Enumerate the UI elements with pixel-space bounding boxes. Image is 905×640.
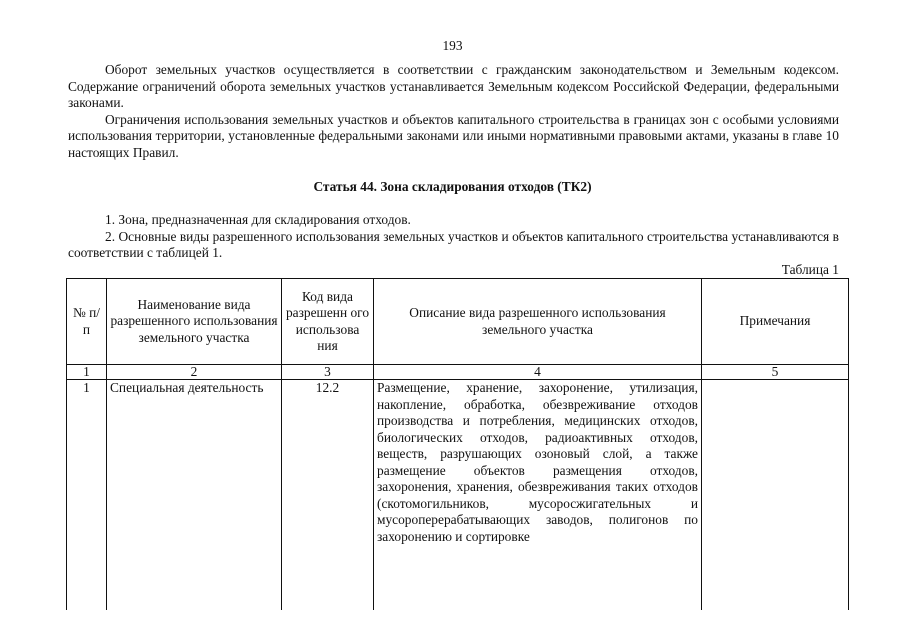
column-number-row bbox=[67, 365, 849, 380]
paragraph: Оборот земельных участков осуществляется в соответствии с гражданским законодательством и Земельным кодексом. Содержание ограничений оборота земельных участков устанавливается Земельным кодексом Российской Федерации, федеральными законами. bbox=[68, 62, 839, 110]
column-number: 3 bbox=[282, 365, 374, 380]
row-notes bbox=[702, 380, 849, 610]
article-heading: Статья 44. Зона складирования отходов (ТК2) bbox=[313, 179, 592, 194]
row-code: 12.2 bbox=[282, 380, 374, 610]
row-description: Размещение, хранение, захоронение, утилизация, накопление, обработка, обезвреживание отходов производства и потребления, медицинских отходов, биологических отходов, радиоактивных отходов, веществ, разрушающих озоновый слой, а также размещение объектов размещения отходов, захоронения, хранения, обезвреживания таких отходов (скотомогильников, мусоросжигательных и мусороперерабатывающих заводов, полигонов по захоронению и сортировке bbox=[374, 380, 702, 610]
column-number: 4 bbox=[374, 365, 702, 380]
column-number: 1 bbox=[67, 365, 107, 380]
usage-table bbox=[66, 278, 849, 610]
intro-text bbox=[68, 62, 839, 161]
header-code: Код вида разрешенн ого использова ния bbox=[282, 279, 374, 365]
row-num: 1 bbox=[67, 380, 107, 610]
header-num: № п/п bbox=[67, 279, 107, 365]
header-description: Описание вида разрешенного использования земельного участка bbox=[374, 279, 702, 365]
paragraph: 1. Зона, предназначенная для складирования отходов. bbox=[105, 212, 411, 227]
header-notes: Примечания bbox=[702, 279, 849, 365]
column-number: 5 bbox=[702, 365, 849, 380]
header-name: Наименование вида разрешенного использования земельного участка bbox=[107, 279, 282, 365]
article-text bbox=[68, 212, 839, 262]
table-header-row bbox=[67, 279, 849, 365]
column-number: 2 bbox=[107, 365, 282, 380]
paragraph: Ограничения использования земельных участков и объектов капитального строительства в границах зон с особыми условиями использования территории, установленные федеральными законами или иными нормативными правовыми актами, указаны в главе 10 настоящих Правил. bbox=[68, 111, 839, 160]
table-caption: Таблица 1 bbox=[781, 262, 839, 277]
table-row bbox=[67, 380, 849, 610]
paragraph: 2. Основные виды разрешенного использования земельных участков и объектов капитального строительства устанавливаются в соответствии с таблицей 1. bbox=[68, 228, 839, 260]
row-name: Специальная деятельность bbox=[107, 380, 282, 610]
page-number: 193 bbox=[442, 38, 463, 53]
